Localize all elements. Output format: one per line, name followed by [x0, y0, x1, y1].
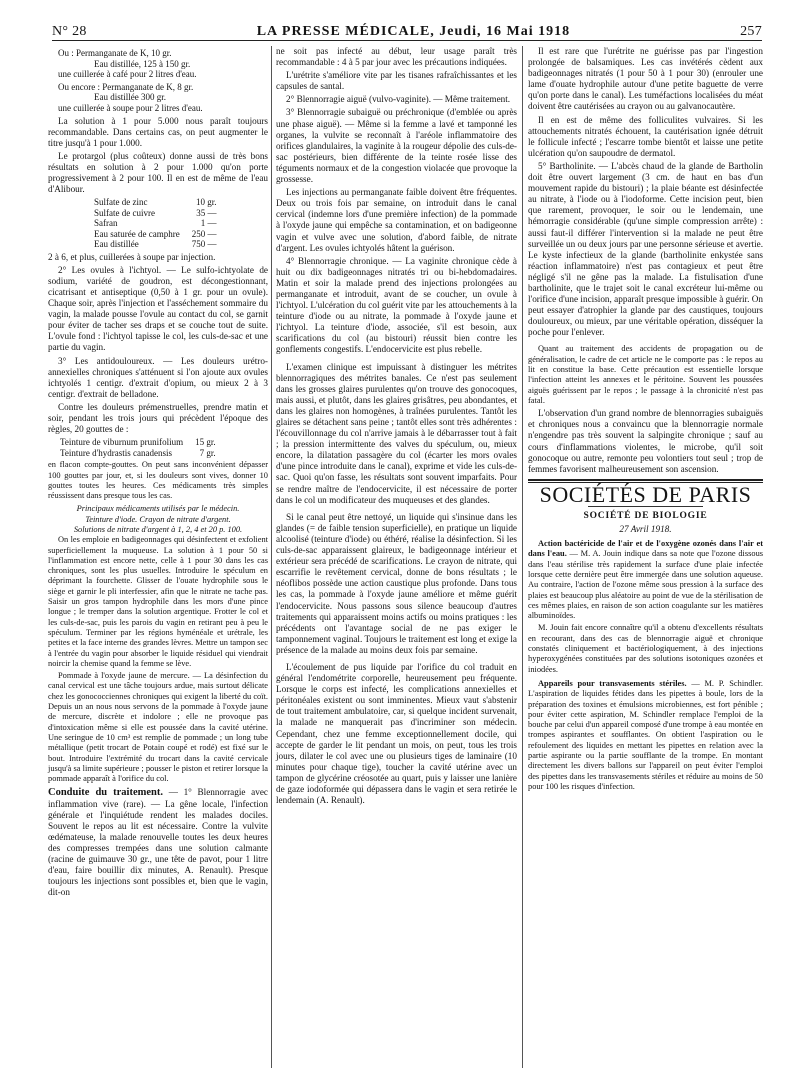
column-2: [276, 46, 517, 808]
column-1: [48, 46, 268, 900]
paragraph: [528, 679, 763, 792]
paragraph: Il en est de même des folliculites vulvaires. Si les attouchements nitratés échouent, la cautérisation ignée détruit le follicule infecté ; l'escarre tombe bientôt et laisse une petite ulcération qu'on saupoudre de dermatol.: [528, 114, 763, 158]
paragraph: Pommade à l'oxyde jaune de mercure. — La désinfection du canal cervical est une tâche toujours ardue, mais surtout délicate chez les gonococciennes chroniques qui exigent la liberté du coït. Depuis un an nous nous servons de la pommade à l'oxyde jaune de mercure, discrète et indolore ; elle ne provoque pas d'intoxication même si elle est poussée dans la cavité utérine. Une seringue de 10 cm³ est remplie de pommade ; un long tube métallique (petit trocart de Potain coupé et rodé) est fixé sur le bout. Introduire l'extrémité du trocart dans la cavité cervicale jusqu'à sa limite supérieure ; pousser le piston et retirer lorsque la pommade apparaît à l'orifice du col.: [48, 671, 268, 784]
paragraph: On les emploie en badigeonnages qui désinfectent et exfolient superficiellement la muqueuse. La solution à 1 pour 50 si l'inflammation est encore nette, celle à 1 pour 30 dans les cas chroniques, sont les plus usuelles. Introduire le spéculum en déprimant la fourchette. Glisser de l'ouate hydrophile sous le siège et garnir le pli interfessier, afin que le nitrate ne tache pas. Saisir un gros tampon hydrophile dans les mors d'une pince longue ; le tremper dans la solution argentique. Frotter le col et les culs-de-sac, puis les parois du vagin en retirant peu à peu le spéculum. Terminer par les régions hyménéale et urétrale, les petites et la face interne des grandes lèvres. Mettre un tampon sec à l'entrée du vagin pour absorber le liquide résiduel qui viendrait noircir la chemise quand la femme se lève.: [48, 535, 268, 668]
prescription-row: [92, 229, 218, 240]
paragraph-text: — M. P. Schindler. L'aspiration de liquides fétides dans les pipettes à boule, lors de la préparation des toxines et émulsions microbiennes, est fort pénible ; pour éviter cette aspiration, M. Schindler remplace l'emploi de la bouche par celui d'un appareil composé d'une trompe à eau montée en trompes aspirantes et soufflantes. On obtient l'aspiration ou le refoulement des liquides en mettant les pipettes en relation avec la partie aspirante ou la partie soufflante de la trompe. En montant directement les divers ballons sur l'appareil on peut éviter l'emploi des pipettes dans les transvasements stériles et réduire au moins de 50 pour 100 les risques d'infection.: [528, 678, 763, 791]
formula-permanganate-2: [48, 82, 268, 114]
article-title: Action bactéricide de l'air et de l'oxygène ozonés dans l'air et dans l'eau.: [528, 539, 763, 559]
paragraph: en flacon compte-gouttes. On peut sans inconvénient dépasser 100 gouttes par jour, et, si les douleurs sont vives, donner 10 gouttes toutes les heures. Ces médicaments très simples réussissent dans presque tous les cas.: [48, 460, 268, 501]
paragraph-text: — M. A. Jouin indique dans sa note que l'ozone dissous dans l'eau stérilise très rapidement la surface d'une plaie infectée lorsque cette dernière peut être immergée dans une solution aqueuse. Au contraire, l'action de l'ozone même sous pression à la surface des plaies est beaucoup plus aléatoire au point de vue de la stérilisation de ces mêmes plaies, en raison de son action coagulante sur les matières albuminoïdes.: [528, 549, 764, 621]
ingredient: Eau distillée: [94, 239, 139, 250]
ingredient: Sulfate de cuivre: [94, 207, 155, 218]
quantity: 7 gr.: [199, 447, 216, 458]
column-rule-1: [271, 46, 272, 1068]
quantity: 10 gr.: [195, 197, 217, 208]
section-heading: Conduite du traitement.: [48, 787, 163, 799]
heading-line: Principaux médicaments utilisés par le médecin.: [76, 504, 240, 514]
quantity: 15 gr.: [195, 437, 216, 448]
paragraph: 4° Blennorragie chronique. — La vaginite chronique cède à huit ou dix badigeonnages nitratés tri ou bi-hebdomadaires. Matin et soir la malade prend des injections prolongées au permanganate et introduit, avant de se coucher, un ovule à l'ichtyol. L'ulcération du col guérit vite par les attouchements à la teinture d'iode ou au nitrate, la pommade à l'oxyde jaune et l'ichtyol. La teinture d'iode, associée, s'il est besoin, aux scarifications du col (au bistouri) réussit bien contre les gonflements congestifs. L'endocervicite est plus rebelle.: [276, 255, 517, 355]
prescription-row: [92, 197, 218, 208]
formula-permanganate-1: [48, 48, 268, 80]
page-number: 257: [740, 24, 762, 39]
formula-line: Eau distillée 300 gr.: [94, 92, 166, 103]
formula-line: Ou encore : Permanganate de K, 8 gr.: [58, 81, 194, 92]
formula-line: Ou : Permanganate de K, 10 gr.: [58, 48, 172, 58]
paragraph: L'urétrite s'améliore vite par les tisanes rafraîchissantes et les capsules de santal.: [276, 70, 517, 92]
article-title: Appareils pour transvasements stériles.: [538, 678, 687, 688]
ingredient: Teinture de viburnum prunifolium: [60, 437, 184, 448]
paragraph: Il est rare que l'urétrite ne guérisse pas par l'ingestion prolongée de balsamiques. Les cas invétérés cèdent aux badigeonnages nitratés (1 pour 50 à 1 pour 30) (enrouler une lame d'ouate hydrophile autour d'une petite baguette de verre qu'on porte dans le canal). Les tuméfactions localisées du méat doivent être cautérisées au crayon ou au galvanocautère.: [528, 46, 763, 112]
paragraph: Le protargol (plus coûteux) donne aussi de très bons résultats en solution à 2 pour 1.000 qu'on porte progressivement à 2 pour 100. Il en est de même de l'eau d'Alibour.: [48, 150, 268, 195]
prescription-row: [58, 437, 218, 448]
ingredient: Safran: [94, 218, 118, 229]
section-title: SOCIÉTÉS DE PARIS: [539, 481, 752, 507]
teintures-prescription: [58, 437, 218, 458]
paragraph: L'écoulement de pus liquide par l'orifice du col traduit en général l'endométrite corporelle, heureusement peu fréquente. Lorsque le corps est infecté, les complications annexielles et péritonéales existent ou sont imminentes. Mieux vaut s'abstenir de tout traitement ambulatoire, car, si quelque incident survenait, la malade ne manquerait pas d'incriminer son médecin. Cependant, chez une femme exceptionnellement docile, qui accepte de garder le lit pendant un mois, on peut, tous les trois jours, dilater le col avec une ou plusieurs tiges de laminaire (10 minutes pour chaque tige), toucher la cavité utérine avec un tampon de glycérine créosotée au quart, puis y laisser une lanière de gaze iodoformée qui dépassera dans le vagin et sera retirée le lendemain (A. Renault).: [276, 661, 517, 806]
section-rule: [528, 479, 763, 481]
paragraph: L'examen clinique est impuissant à distinguer les métrites blennorragiques des métrites banales. Ce n'est pas seulement dans les grosses glaires purulentes qu'on trouve des gonocoques, mais aussi, et plutôt, dans les glaires grisâtres, peu abondantes, et dans les glaires non homogènes, à traînées purulentes. Tantôt les glaires se détachent sans peine ; tantôt elles sont très adhérentes : l'écouvillonnage du col n'arrive jamais à le débarrasser tout à fait ; la pression intermittente des valves du spéculum, ou, mieux encore, la dilatation passagère du col (écarter les mors ovales d'une pince introduite dans le canal), exprime et vide les culs-de-sac. Quoi qu'on fasse, les résultats sont souvent imparfaits. Pour se rendre maître de l'endocervicite, il est nécessaire de porter dans le col un modificateur des muqueuses et des glandes.: [276, 361, 517, 505]
prescription-row: [92, 218, 218, 229]
session-date: 27 Avril 1918.: [619, 523, 672, 534]
ingredient: Teinture d'hydrastis canadensis: [60, 447, 172, 458]
prescription-row: [92, 239, 218, 250]
paragraph: Quant au traitement des accidents de propagation ou de généralisation, le cadre de cet article ne le comporte pas : le repos au lit en constitue la base. Cette précaution est essentielle lorsque l'infection atteint les annexes et le péritoine. Souvent les poussées aiguës guérissent par le repos ; le passage à la chronicité n'est pas fatal.: [528, 344, 763, 405]
paragraph: ne soit pas infecté au début, leur usage paraît très recommandable : 4 à 5 par jour avec les précautions indiquées.: [276, 46, 517, 68]
journal-title: LA PRESSE MÉDICALE, Jeudi, 16 Mai 1918: [256, 24, 571, 39]
paragraph: Les injections au permanganate faible doivent être fréquentes. Deux ou trois fois par semaine, on introduit dans le canal cervical (indemne lors d'une première infection) de la pommade à l'oxyde jaune qui empêche sa contamination, et on badigeonne vagin et vulve avec une solution, d'abord faible, de nitrate d'argent. Les ovules ichtyolés hâtent la guérison.: [276, 187, 517, 253]
paragraph: L'observation d'un grand nombre de blennorragies subaiguës et chroniques nous a convaincu que la blennorragie normale n'engendre pas très souvent la salpingite chronique ; sauf au cours d'inflammations violentes, le microbe, qu'il soit gonocoque ou autre, remonte peu volontiers tout seul ; trop de femmes favorisent malheureusement son ascension.: [528, 408, 763, 474]
heading-line: Teinture d'iode. Crayon de nitrate d'argent.: [85, 514, 231, 524]
society-name: SOCIÉTÉ DE BIOLOGIE: [583, 510, 708, 521]
paragraph: 2 à 6, et plus, cuillerées à soupe par injection.: [48, 251, 216, 262]
paragraph: 2° Blennorragie aiguë (vulvo-vaginite). — Même traitement.: [286, 94, 511, 105]
formula-line: Eau distillée, 125 à 150 gr.: [94, 58, 191, 69]
paragraph: La solution à 1 pour 5.000 nous paraît toujours recommandable. Dans certains cas, on peut augmenter le titre jusqu'à 1 pour 1.000.: [48, 115, 268, 148]
issue-number: N° 28: [52, 24, 87, 39]
quantity: 1 —: [200, 218, 217, 229]
ingredient: Sulfate de zinc: [94, 197, 148, 208]
paragraph: [48, 787, 268, 898]
formula-line: une cuillerée à café pour 2 litres d'eau.: [58, 69, 197, 80]
paragraph: 3° Les antidouloureux. — Les douleurs urétro-annexielles chroniques s'atténuent si l'on ajoute aux ovules ichtyolés 1 centigr. d'extrait d'opium, ou mieux 2 à 3 centigr. d'extrait de belladone.: [48, 355, 268, 399]
prescription-row: [92, 208, 218, 219]
column-rule-2: [522, 46, 523, 1068]
column-3: [528, 46, 763, 794]
paragraph: 5° Bartholinite. — L'abcès chaud de la glande de Bartholin doit être ouvert largement (3 cm. de haut en bas d'un mouvement rapide du bistouri) ; la plaie béante est désinfectée au nitrate, à l'iode ou à l'iodoforme. Cette incision peut, bien que rarement, provoquer, le soir ou le lendemain, une hémorragie considérable (qu'une simple compression arrête) : aussi faut-il différer l'intervention si la malade ne peut être surveillée un ou deux jours par une personne sérieuse et avertie. Le kyste infectieux de la glande (bartholinite enkystée sans réaction inflammatoire) n'est pas contagieux et peut être négligé s'il ne gêne pas la malade. La fistulisation d'une bartholinite, que le trajet soit le canal excréteur lui-même ou l'orifice d'une incision, apparaît presque impossible à guérir. On peut essayer d'atrophier la glande par des caustiques, toujours douloureux, ou mieux, par une véritable opération, disséquer la poche pour l'enlever.: [528, 160, 763, 338]
quantity: 250 —: [191, 228, 217, 239]
heading-line: Solutions de nitrate d'argent à 1, 2, 4 et 20 p. 100.: [73, 525, 243, 534]
quantity: 35 —: [196, 207, 217, 218]
paragraph: Contre les douleurs prémenstruelles, prendre matin et soir, pendant les trois jours qui précèdent l'époque des règles, 20 gouttes de :: [48, 401, 268, 435]
medicaments-heading: [48, 504, 268, 535]
paragraph-text: — 1° Blennorragie avec inflammation vive (rare). — La gêne locale, l'infection générale et l'inquiétude rendent les malades dociles. Souvent le repos au lit est nécessaire. Contre la vulvite œdémateuse, la malade renouvelle toutes les deux heures des compresses trempées dans une solution calmante (racine de guimauve 30 gr., une tête de pavot, pour 1 litre d'eau, faire bouillir dix minutes, A. Renault). Presque toujours les injections sont possibles et, bien que le vagin, dit-on: [48, 787, 268, 898]
alibour-prescription: [92, 197, 218, 250]
ingredient: Eau saturée de camphre: [94, 228, 180, 239]
paragraph: 2° Les ovules à l'ichtyol. — Le sulfo-ichtyolate de sodium, variété de goudron, est décongestionnant, cicatrisant et antiseptique (0,50 à 1 gr. pour un ovule). Chaque soir, après l'injection et l'asséchement sommaire du vagin, la malade pousse l'ovule au contact du col, se garnit pour éviter de tacher ses draps et se couche tout de suite. L'ovule fond : l'ichtyol tapisse le col, les culs-de-sac et une partie du vagin.: [48, 264, 268, 353]
paragraph: M. Jouin fait encore connaître qu'il a obtenu d'excellents résultats en recourant, dans des cas de blennorragie aiguë et chronique constatés cliniquement et bactériologiquement, à des injections hyperoxygénées constituées par des solutions isotoniques ozonées et iniodées.: [528, 623, 763, 674]
quantity: 750 —: [191, 239, 217, 250]
formula-line: une cuillerée à soupe pour 2 litres d'eau.: [58, 102, 203, 113]
paragraph: [528, 539, 763, 621]
paragraph: 3° Blennorragie subaiguë ou préchronique (d'emblée ou après une phase aiguë). — Même si la femme a lavé et tamponné les organes, la vulvite se reconnaît à l'aréole inflammatoire des orifices glandulaires, la vaginite à la rougeur dépolie des culs-de-sac postérieurs, bien différente de la teinte rosée lisse des téguments normaux et de la congestion violacée que provoque la grossesse.: [276, 107, 517, 185]
page-header: [52, 16, 762, 41]
paragraph: Si le canal peut être nettoyé, un liquide qui s'insinue dans les glandes (= de faible tension superficielle), en pratique un liquide alcoolisé (teinture d'iode) ou éthéré, réalise la désinfection. Si les culs-de-sac apparaissent glaireux, le badigeonnage intérieur et extérieur sera précédé de scarifications. Le crayon de nitrate, qui escarrifie le revêtement cervical, donne de bons résultats ; le néoflibos possède une action caustique plus profonde. Dans tous les cas, la pommade à l'oxyde jaune améliore et même guérit l'endocervicite. Nous passons sous silence beaucoup d'autres traitements qui apparaissent moins actifs ou moins pratiques : les précédents ont l'avantage social de ne pas exiger le tamponnement vaginal. Toujours le traitement est long et exige la présence de la malade au moins deux fois par semaine.: [276, 511, 517, 655]
prescription-row: [58, 448, 218, 459]
